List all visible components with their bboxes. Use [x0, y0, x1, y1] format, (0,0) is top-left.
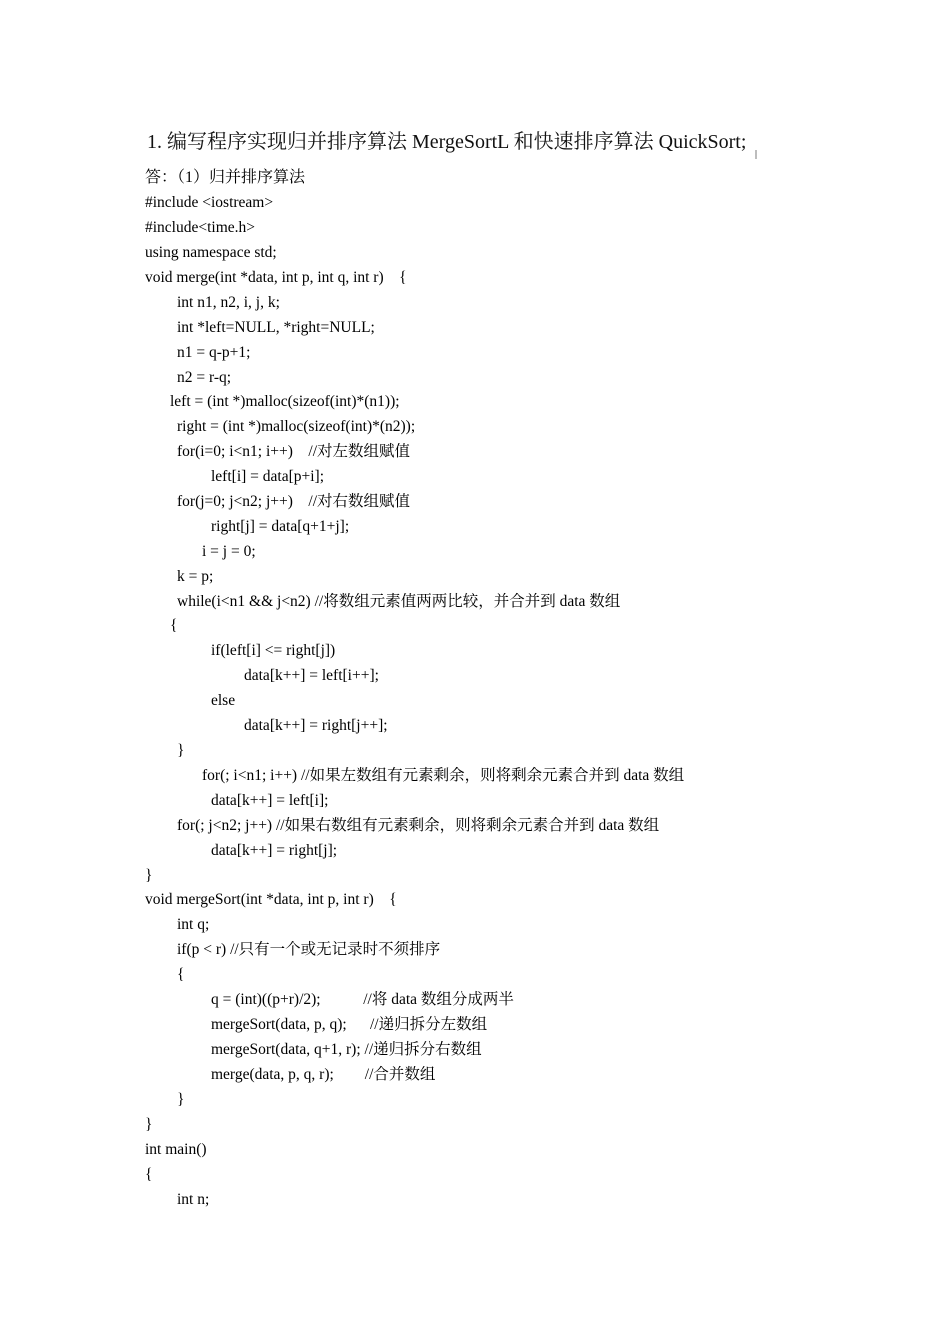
code-line: if(left[i] <= right[j]) [211, 642, 336, 659]
code-line: q = (int)((p+r)/2); //将 data 数组分成两半 [211, 991, 514, 1008]
code-line: k = p; [177, 568, 214, 585]
code-line: mergeSort(data, q+1, r); //递归拆分右数组 [211, 1041, 482, 1058]
code-line: void merge(int *data, int p, int q, int r) { [145, 269, 407, 286]
code-line: } [177, 1091, 185, 1108]
code-line: } [177, 742, 185, 759]
code-line: merge(data, p, q, r); //合并数组 [211, 1066, 436, 1083]
code-line: data[k++] = right[j++]; [244, 717, 388, 734]
code-line: { [170, 617, 178, 634]
code-line: right = (int *)malloc(sizeof(int)*(n2)); [177, 418, 416, 435]
code-line: } [145, 1116, 153, 1133]
code-line: while(i<n1 && j<n2) //将数组元素值两两比较，并合并到 data 数组 [177, 593, 621, 610]
answer-intro: 答：（1）归并排序算法 [145, 169, 306, 186]
code-line: for(i=0; i<n1; i++) //对左数组赋值 [177, 443, 411, 460]
code-line: if(p < r) //只有一个或无记录时不须排序 [177, 941, 441, 958]
code-line: { [145, 1166, 153, 1183]
code-line: int q; [177, 916, 210, 933]
code-line: for(; j<n2; j++) //如果右数组有元素剩余，则将剩余元素合并到 data 数组 [177, 817, 660, 834]
code-line: mergeSort(data, p, q); //递归拆分左数组 [211, 1016, 488, 1033]
code-line: i = j = 0; [202, 543, 256, 560]
code-line: } [145, 867, 153, 884]
code-line: int n; [177, 1191, 210, 1208]
code-line: n2 = r-q; [177, 369, 232, 386]
code-line: int n1, n2, i, j, k; [177, 294, 280, 311]
question-heading: 1. 编写程序实现归并排序算法 MergeSortL 和快速排序算法 QuickSort; [147, 131, 747, 153]
code-line: data[k++] = left[i++]; [244, 667, 379, 684]
code-line: else [211, 692, 236, 709]
code-line: #include <iostream> [145, 194, 274, 211]
code-line: using namespace std; [145, 244, 277, 261]
code-line: left[i] = data[p+i]; [211, 468, 325, 485]
code-line: right[j] = data[q+1+j]; [211, 518, 350, 535]
code-line: n1 = q-p+1; [177, 344, 251, 361]
code-line: left = (int *)malloc(sizeof(int)*(n1)); [170, 393, 400, 410]
code-line: int main() [145, 1141, 207, 1158]
code-line: data[k++] = left[i]; [211, 792, 329, 809]
margin-mark [755, 150, 757, 159]
code-line: for(j=0; j<n2; j++) //对右数组赋值 [177, 493, 411, 510]
code-line: void mergeSort(int *data, int p, int r) { [145, 891, 397, 908]
code-line: data[k++] = right[j]; [211, 842, 338, 859]
code-line: { [177, 966, 185, 983]
code-line: int *left=NULL, *right=NULL; [177, 319, 375, 336]
code-line: for(; i<n1; i++) //如果左数组有元素剩余，则将剩余元素合并到 data 数组 [202, 767, 685, 784]
code-line: #include<time.h> [145, 219, 256, 236]
